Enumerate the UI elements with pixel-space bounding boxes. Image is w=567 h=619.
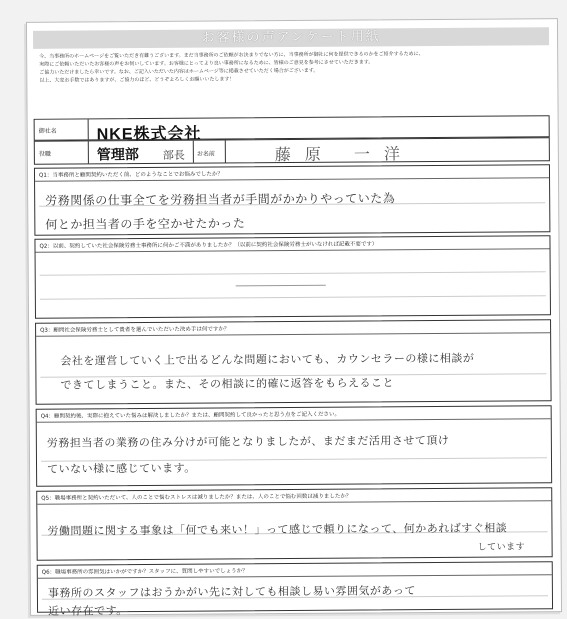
answer-line: 事務所のスタッフはおうかがい先に対しても相談し易い雰囲気があって xyxy=(47,584,416,600)
answer-line: 会社を運営していく上で出るどんな問題においても、カウンセラーの様に相談が xyxy=(60,351,475,368)
question-text: Q6：職場事務所の雰囲気はいかがですか？スタッフに、質問しやすいでしょうか？ xyxy=(38,562,552,579)
form-title: お客様の声アンケート用紙 xyxy=(33,27,549,49)
answer-line: 労務担当者の業務の住み分けが可能となりましたが、まだまだ活用させて頂け xyxy=(46,433,450,450)
blank-mark xyxy=(236,285,326,287)
question-5 xyxy=(36,487,552,561)
intro-line: 以上、大変お手数ではありますが、ご協力のほど、どうぞよろしくお願いいたします！ xyxy=(39,76,235,84)
intro-text xyxy=(39,49,547,85)
question-6 xyxy=(37,561,553,618)
ruled-line xyxy=(40,271,546,276)
question-text: Q4：顧問契約後、実際に抱えていた悩みは解決しましたか？または、顧問契約して良かったと思う点をご記入ください。 xyxy=(37,406,551,423)
position-label: 役職 xyxy=(35,141,89,163)
position-handwritten: 部長 xyxy=(162,148,185,162)
answer-line: 労務関係の仕事全てを労務担当者が手間がかかりやっていた為 xyxy=(45,191,396,208)
intro-line: 今、当事務所のホームページをご覧いただき有難うございます。まだ当事務所のご依頼がお決まりでない方に、当事務所が御社に何を提供できるのかをご紹介するために、 xyxy=(39,51,424,60)
ruled-line xyxy=(40,295,546,300)
question-text: Q1：当事務所と顧問契約いただく前、どのようなことでお悩みでしたか？ xyxy=(35,165,549,182)
divider xyxy=(225,140,226,162)
position-row xyxy=(34,137,550,165)
company-value: NKE株式会社 xyxy=(96,125,202,144)
name-label: お名前 xyxy=(196,150,215,158)
answer-line: 何とか担当者の手を空かせたかった xyxy=(45,216,246,232)
question-3 xyxy=(35,319,552,405)
question-text: Q5：職場事務所と契約いただいて、人のことで悩むストレスは減りましたか？または、人のことで悩む回数は減りましたか？ xyxy=(37,488,551,505)
question-2 xyxy=(34,235,551,319)
answer-line: ていない様に感じています。 xyxy=(47,461,196,476)
position-value: 管理部 xyxy=(96,147,139,164)
answer-line: しています xyxy=(477,542,526,553)
question-1 xyxy=(34,164,550,236)
company-label: 御社名 xyxy=(35,119,89,139)
name-value: 藤原 一洋 xyxy=(274,144,415,165)
divider xyxy=(193,141,194,163)
question-4 xyxy=(36,405,553,487)
intro-line: 実際にご依頼いただいたお客様の声をお伺いしています。お客様にとってより良い事務所になるために、皆様のご意見を参考にさせていただきます。 xyxy=(39,59,374,68)
answer-line: できてしまうこと。また、その相談に的確に返答をもらえること xyxy=(60,376,395,392)
answer-line: 近い存在です。 xyxy=(48,604,128,618)
survey-sheet xyxy=(26,18,562,616)
intro-line: ご協力いただけましたら幸いです。なお、ご記入いただいた内容はホームページ等に掲載させていただく場合がございます。 xyxy=(39,67,319,76)
question-text: Q2：以前、契約していた社会保険労務士事務所に何かご不満がありましたか？（以前に契約社会保険労務士がいなければ記載不要です） xyxy=(35,236,549,253)
question-text: Q3：顧問社会保険労務士として貴者を選んでいただいた決め手は何ですか？ xyxy=(36,320,550,337)
answer-line: 労働問題に関する事象は「何でも来い！」って感じで頼りになって、何かあればすぐ相談 xyxy=(47,521,508,538)
